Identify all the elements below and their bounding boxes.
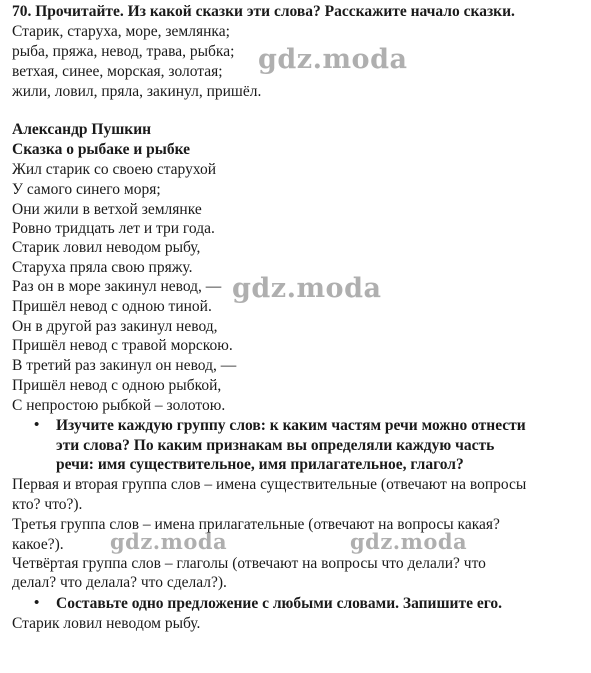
poem-line: Пришёл невод с одною рыбкой, (12, 377, 222, 394)
poem-line: Старик ловил неводом рыбу, (12, 239, 201, 256)
poem-title: Сказка о рыбаке и рыбке (12, 141, 191, 158)
question-1-line: эти слова? По каким признакам вы определяли каждую часть (56, 437, 495, 454)
word-group-2: рыба, пряжа, невод, трава, рыбка; (12, 43, 235, 60)
poem-line: Раз он в море закинул невод, — (12, 278, 222, 295)
question-1-line: речи: имя существительное, имя прилагательное, глагол? (56, 456, 464, 473)
answer-1-line: какое?). (12, 536, 64, 553)
question-1-line: Изучите каждую группу слов: к каким частям речи можно отнести (56, 417, 526, 434)
poem-line: У самого синего моря; (12, 181, 161, 198)
watermark: gdz.moda (110, 529, 228, 554)
word-group-4: жили, ловил, пряла, закинул, пришёл. (12, 83, 262, 100)
word-group-1: Старик, старуха, море, землянка; (12, 23, 230, 40)
poem-line: Он в другой раз закинул невод, (12, 318, 218, 335)
answer-1-line: Четвёртая группа слов – глаголы (отвечают на вопросы что делали? что (12, 555, 486, 572)
answer-1-line: делал? что делала? что сделал?). (12, 574, 227, 591)
watermark: gdz.moda (258, 44, 408, 75)
poem-line: Они жили в ветхой землянке (12, 201, 202, 218)
poem-line: С непростою рыбкой – золотою. (12, 397, 226, 414)
word-group-3: ветхая, синее, морская, золотая; (12, 63, 223, 80)
poem-line: Пришёл невод с травой морскою. (12, 337, 233, 354)
question-2: Составьте одно предложение с любыми словами. Запишите его. (56, 595, 503, 612)
poem-line: Ровно тридцать лет и три года. (12, 220, 215, 237)
answer-2: Старик ловил неводом рыбу. (12, 615, 201, 632)
answer-1-line: Третья группа слов – имена прилагательные (отвечают на вопросы какая? (12, 516, 500, 533)
poem-line: Старуха пряла свою пряжу. (12, 259, 193, 276)
poem-author: Александр Пушкин (12, 121, 152, 138)
bullet-icon: • (34, 417, 40, 433)
watermark: gdz.moda (350, 529, 468, 554)
exercise-heading: 70. Прочитайте. Из какой сказки эти слова? Расскажите начало сказки. (12, 3, 515, 20)
answer-1-line: Первая и вторая группа слов – имена существительные (отвечают на вопросы (12, 476, 527, 493)
answer-1-line: кто? что?). (12, 496, 83, 513)
poem-line: Пришёл невод с одною тиной. (12, 298, 212, 315)
poem-line: Жил старик со своею старухой (12, 161, 217, 178)
watermark: gdz.moda (232, 273, 382, 304)
bullet-icon: • (34, 595, 40, 611)
poem-line: В третий раз закинул он невод, — (12, 357, 237, 374)
